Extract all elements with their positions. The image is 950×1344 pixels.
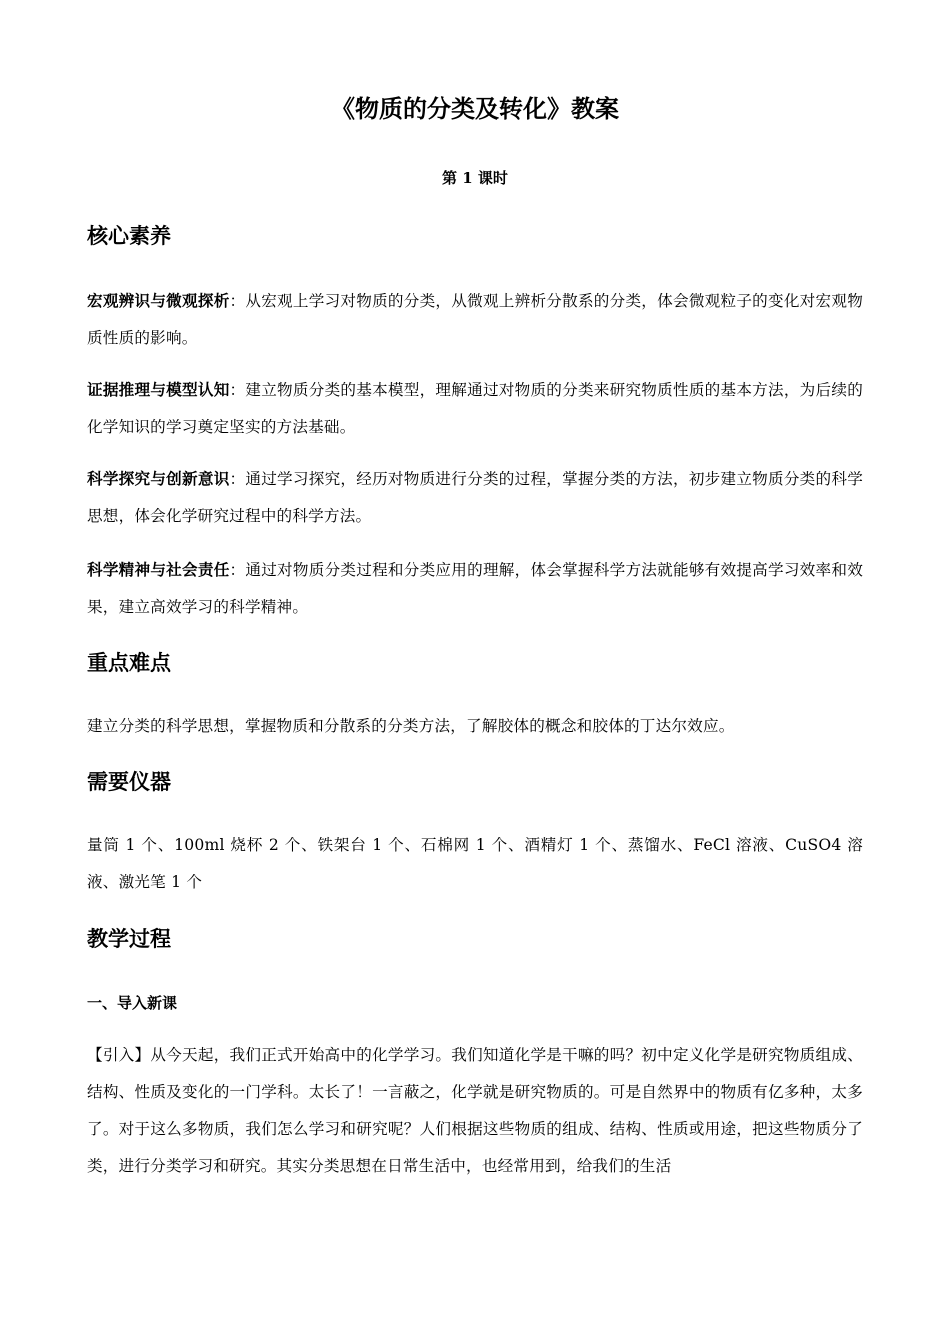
heading-instruments: 需要仪器 (87, 769, 171, 794)
intro-text: 【引入】从今天起，我们正式开始高中的化学学习。我们知道化学是干嘛的吗？初中定义化学是研究物质组成、结构、性质及变化的一门学科。太长了！一言蔽之，化学就是研究物质的。可是自然界中的物质有亿多种，太多了。对于这么多物质，我们怎么学习和研究呢？人们根据这些物质的组成、结构、性质或用途，把这些物质分了类，进行分类学习和研究。其实分类思想在日常生活中，也经常用到，给我们的生活 (87, 1046, 863, 1175)
lesson-number: 第 1 课时 (442, 169, 508, 187)
instruments-text: 量筒 1 个、100ml 烧杯 2 个、铁架台 1 个、石棉网 1 个、酒精灯 1 个、蒸馏水、FeCl 溶液、CuSO4 溶液、激光笔 1 个 (87, 836, 863, 891)
core-literacy-item-text: ：通过对物质分类过程和分类应用的理解，体会掌握科学方法就能够有效提高学习效率和效果，建立高效学习的科学精神。 (87, 561, 863, 616)
core-literacy-item-label: 科学精神与社会责任 (87, 560, 230, 579)
core-literacy-item-text: ：建立物质分类的基本模型，理解通过对物质的分类来研究物质性质的基本方法，为后续的化学知识的学习奠定坚实的方法基础。 (87, 381, 863, 436)
core-literacy-item (87, 460, 863, 535)
core-literacy-item-label: 宏观辨识与微观探析 (87, 291, 230, 310)
core-literacy-item (87, 282, 863, 357)
heading-key-points: 重点难点 (87, 650, 171, 675)
core-literacy-item (87, 551, 863, 626)
core-literacy-item-label: 科学探究与创新意识 (87, 469, 230, 488)
section-heading-intro: 一、导入新课 (87, 994, 178, 1012)
core-literacy-item (87, 371, 863, 446)
document-title: 《物质的分类及转化》教案 (331, 94, 619, 123)
heading-teaching-process: 教学过程 (87, 926, 171, 951)
core-literacy-item-text: ：通过学习探究，经历对物质进行分类的过程，掌握分类的方法，初步建立物质分类的科学思想，体会化学研究过程中的科学方法。 (87, 470, 863, 525)
heading-core-literacy: 核心素养 (87, 223, 171, 248)
key-points-text: 建立分类的科学思想，掌握物质和分散系的分类方法，了解胶体的概念和胶体的丁达尔效应。 (87, 717, 735, 735)
core-literacy-item-label: 证据推理与模型认知 (87, 380, 230, 399)
core-literacy-item-text: ：从宏观上学习对物质的分类，从微观上辨析分散系的分类，体会微观粒子的变化对宏观物质性质的影响。 (87, 292, 863, 347)
